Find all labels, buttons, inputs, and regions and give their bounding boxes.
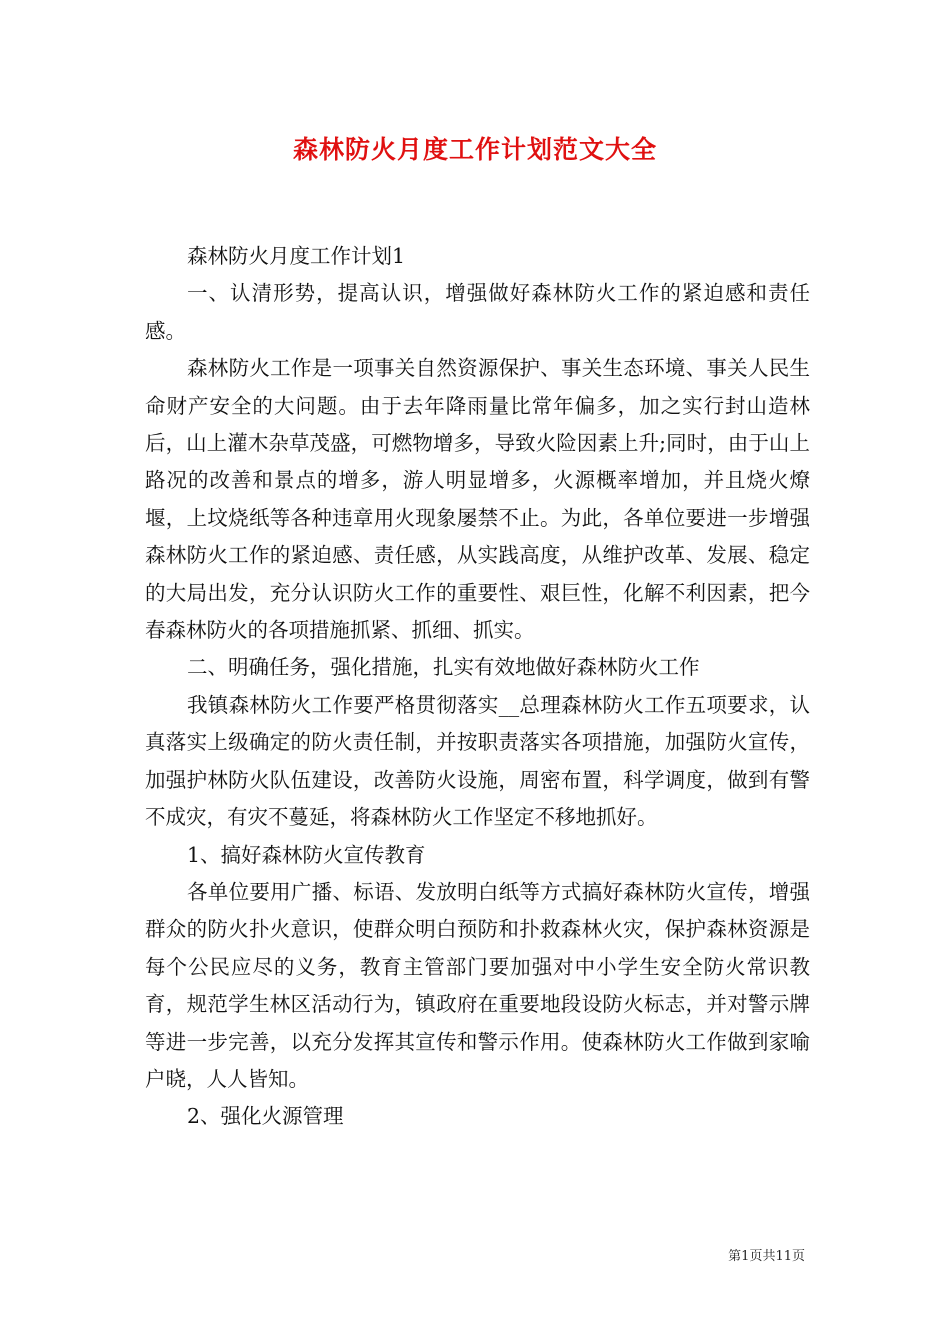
paragraph: 我镇森林防火工作要严格贯彻落实__总理森林防火工作五项要求，认真落实上级确定的防火责任制，并按职责落实各项措施，加强防火宣传，加强护林防火队伍建设，改善防火设施，周密布置，科学调度，做到有警不成灾，有灾不蔓延，将森林防火工作坚定不移地抓好。 bbox=[145, 692, 810, 830]
document-body bbox=[145, 238, 810, 1136]
paragraph: 二、明确任务，强化措施，扎实有效地做好森林防火工作 bbox=[187, 655, 700, 680]
subheading: 1、搞好森林防火宣传教育 bbox=[187, 842, 426, 867]
paragraph: 森林防火工作是一项事关自然资源保护、事关生态环境、事关人民生命财产安全的大问题。由于去年降雨量比常年偏多，加之实行封山造林后，山上灌木杂草茂盛，可燃物增多，导致火险因素上升;同时，由于山上路况的改善和景点的增多，游人明显增多，火源概率增加，并且烧火燎堰，上坟烧纸等各种违章用火现象屡禁不止。为此，各单位要进一步增强森林防火工作的紧迫感、责任感，从实践高度，从维护改革、发展、稳定的大局出发，充分认识防火工作的重要性、艰巨性，化解不利因素，把今春森林防火的各项措施抓紧、抓细、抓实。 bbox=[145, 356, 810, 643]
paragraph: 一、认清形势，提高认识，增强做好森林防火工作的紧迫感和责任感。 bbox=[145, 281, 810, 343]
paragraph: 各单位要用广播、标语、发放明白纸等方式搞好森林防火宣传，增强群众的防火扑火意识，使群众明白预防和扑救森林火灾，保护森林资源是每个公民应尽的义务，教育主管部门要加强对中小学生安全防火常识教育，规范学生林区活动行为，镇政府在重要地段设防火标志，并对警示牌等进一步完善，以充分发挥其宣传和警示作用。使森林防火工作做到家喻户晓，人人皆知。 bbox=[145, 879, 810, 1091]
document-title: 森林防火月度工作计划范文大全 bbox=[292, 135, 657, 164]
section-heading: 森林防火月度工作计划1 bbox=[187, 244, 406, 268]
page-number: 第1页共11页 bbox=[728, 1249, 805, 1264]
subheading: 2、强化火源管理 bbox=[187, 1104, 344, 1129]
